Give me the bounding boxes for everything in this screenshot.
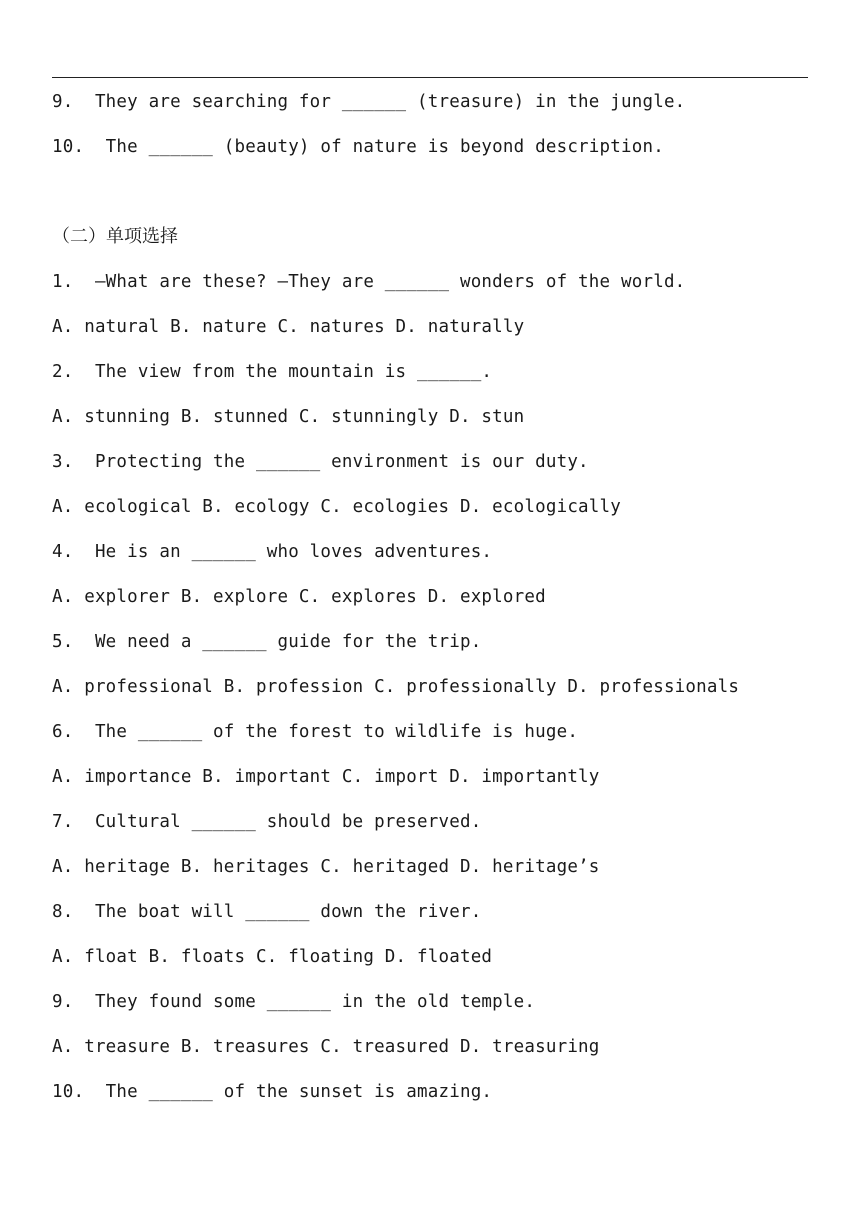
question-6-options: A. importance B. important C. import D. importantly	[52, 767, 600, 787]
question-7-stem: 7. Cultural ______ should be preserved.	[52, 812, 482, 832]
question-4-stem: 4. He is an ______ who loves adventures.	[52, 542, 493, 562]
question-5-options: A. professional B. profession C. professionally D. professionals	[52, 677, 740, 697]
question-3-stem: 3. Protecting the ______ environment is our duty.	[52, 452, 589, 472]
fill-in-item-9: 9. They are searching for ______ (treasure) in the jungle.	[52, 92, 686, 112]
question-7-options: A. heritage B. heritages C. heritaged D. heritage’s	[52, 857, 600, 877]
question-9-options: A. treasure B. treasures C. treasured D. treasuring	[52, 1037, 600, 1057]
question-2-options: A. stunning B. stunned C. stunningly D. stun	[52, 407, 525, 427]
fill-in-item-10: 10. The ______ (beauty) of nature is beyond description.	[52, 137, 664, 157]
question-9-stem: 9. They found some ______ in the old temple.	[52, 992, 536, 1012]
question-8-options: A. float B. floats C. floating D. floated	[52, 947, 493, 967]
question-5-stem: 5. We need a ______ guide for the trip.	[52, 632, 482, 652]
header-rule	[52, 77, 808, 78]
question-10-stem: 10. The ______ of the sunset is amazing.	[52, 1082, 493, 1102]
question-2-stem: 2. The view from the mountain is ______.	[52, 362, 493, 382]
question-8-stem: 8. The boat will ______ down the river.	[52, 902, 482, 922]
question-1-options: A. natural B. nature C. natures D. naturally	[52, 317, 525, 337]
question-3-options: A. ecological B. ecology C. ecologies D. ecologically	[52, 497, 622, 517]
section-heading: （二）单项选择	[52, 226, 178, 247]
question-4-options: A. explorer B. explore C. explores D. explored	[52, 587, 546, 607]
question-6-stem: 6. The ______ of the forest to wildlife is huge.	[52, 722, 579, 742]
question-1-stem: 1. —What are these? —They are ______ wonders of the world.	[52, 272, 686, 292]
